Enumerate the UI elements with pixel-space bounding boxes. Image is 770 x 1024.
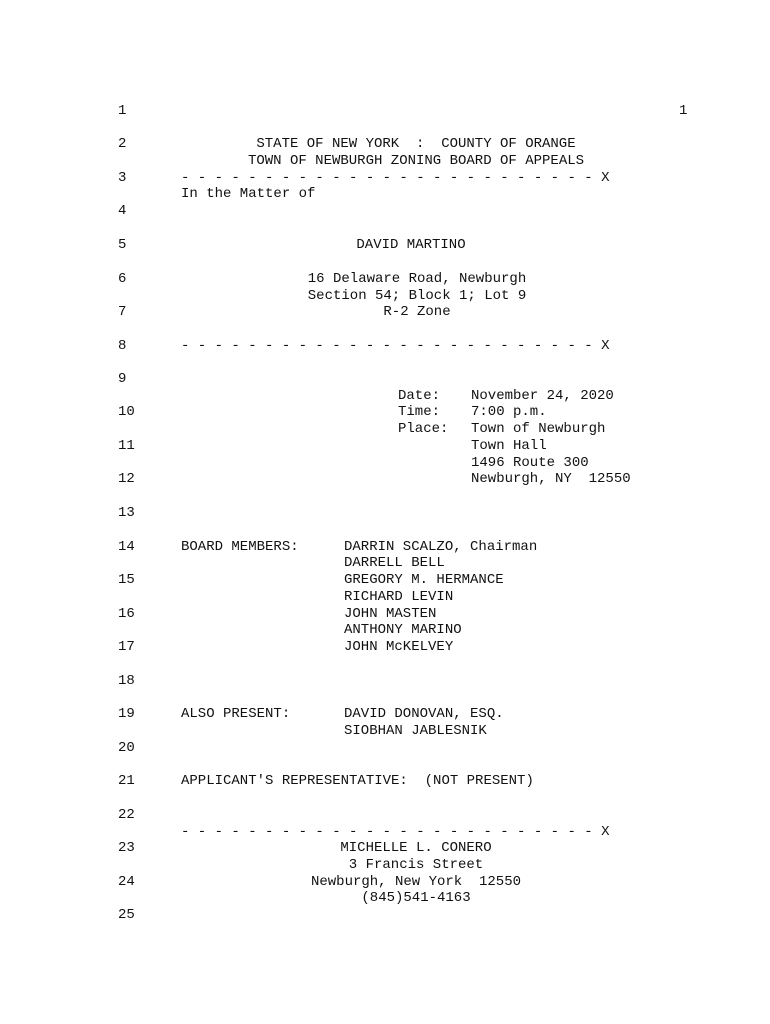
reporter-phone: (845)541-4163 [361, 890, 471, 906]
caption-divider: - - - - - - - - - - - - - - - - - - - - - - - - - X [181, 824, 610, 840]
line-number: 4 [118, 203, 127, 219]
board-member: RICHARD LEVIN [344, 589, 454, 605]
line-number: 9 [118, 371, 127, 387]
line-number: 17 [118, 639, 135, 655]
caption-divider: - - - - - - - - - - - - - - - - - - - - - - - - - X [181, 170, 610, 186]
board-member: JOHN MASTEN [344, 606, 437, 622]
zone: R-2 Zone [383, 304, 451, 320]
line-number: 5 [118, 237, 127, 253]
line-number: 19 [118, 706, 135, 722]
place-label: Place: [398, 421, 449, 437]
also-present-label: ALSO PRESENT: [181, 706, 291, 722]
page-number: 1 [679, 103, 688, 119]
line-number: 6 [118, 271, 127, 287]
line-number: 23 [118, 840, 135, 856]
line-number: 22 [118, 807, 135, 823]
board-member: ANTHONY MARINO [344, 622, 462, 638]
line-number: 25 [118, 907, 135, 923]
board-member: DARRIN SCALZO, Chairman [344, 539, 538, 555]
board-members-label: BOARD MEMBERS: [181, 539, 299, 555]
also-present-name: SIOBHAN JABLESNIK [344, 723, 487, 739]
line-number: 7 [118, 304, 127, 320]
line-number: 12 [118, 471, 135, 487]
line-number: 24 [118, 874, 135, 890]
line-number: 10 [118, 404, 135, 420]
place-line: Town Hall [471, 438, 547, 454]
line-number: 2 [118, 136, 127, 152]
in-the-matter-of: In the Matter of [181, 186, 316, 202]
board-member: GREGORY M. HERMANCE [344, 572, 504, 588]
reporter-name: MICHELLE L. CONERO [340, 840, 492, 856]
caption-state-county: STATE OF NEW YORK : COUNTY OF ORANGE [256, 136, 576, 152]
caption-divider: - - - - - - - - - - - - - - - - - - - - - - - - - X [181, 338, 610, 354]
applicant-representative: APPLICANT'S REPRESENTATIVE: (NOT PRESENT) [181, 773, 534, 789]
reporter-city: Newburgh, New York 12550 [310, 874, 522, 890]
line-number: 1 [118, 103, 127, 119]
line-number: 14 [118, 539, 135, 555]
time-label: Time: [398, 404, 441, 420]
line-number: 13 [118, 505, 135, 521]
reporter-street: 3 Francis Street [348, 857, 484, 873]
line-number: 16 [118, 606, 135, 622]
section-block-lot: Section 54; Block 1; Lot 9 [307, 288, 527, 304]
line-number: 21 [118, 773, 135, 789]
line-number: 18 [118, 673, 135, 689]
line-number: 8 [118, 338, 127, 354]
board-member: DARRELL BELL [344, 555, 445, 571]
also-present-name: DAVID DONOVAN, ESQ. [344, 706, 504, 722]
place-line: 1496 Route 300 [471, 455, 589, 471]
applicant-name: DAVID MARTINO [356, 237, 466, 253]
line-number: 20 [118, 740, 135, 756]
place-line: Newburgh, NY 12550 [471, 471, 631, 487]
time-value: 7:00 p.m. [471, 404, 547, 420]
date-label: Date: [398, 388, 441, 404]
date-value: November 24, 2020 [471, 388, 614, 404]
place-line: Town of Newburgh [471, 421, 606, 437]
board-member: JOHN McKELVEY [344, 639, 454, 655]
caption-board: TOWN OF NEWBURGH ZONING BOARD OF APPEALS [247, 153, 585, 169]
line-number: 11 [118, 438, 135, 454]
property-address: 16 Delaware Road, Newburgh [307, 271, 527, 287]
line-number: 15 [118, 572, 135, 588]
line-number: 3 [118, 170, 127, 186]
